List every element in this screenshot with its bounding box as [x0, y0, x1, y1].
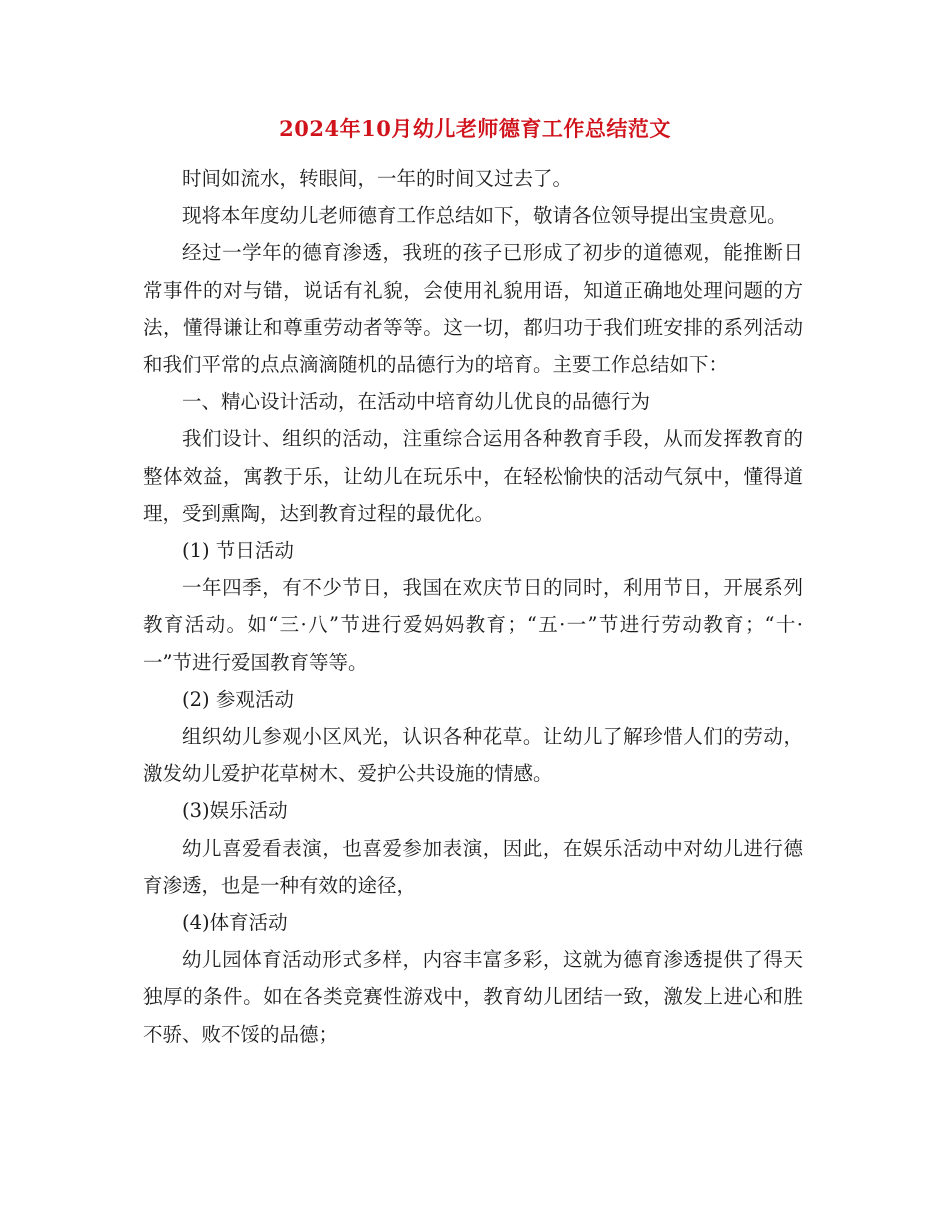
subheading-sports-activities: (4)体育活动 — [182, 911, 288, 935]
paragraph-activity-design: 我们设计、组织的活动，注重综合运用各种教育手段，从而发挥教育的整体效益，寓教于乐，让幼儿在玩乐中，在轻松愉快的活动气氛中，懂得道理，受到熏陶，达到教育过程的最优化。 — [143, 427, 803, 525]
paragraph-intro: 时间如流水，转眼间，一年的时间又过去了。 — [182, 167, 573, 190]
paragraph-overview: 经过一学年的德育渗透，我班的孩子已形成了初步的道德观，能推断日常事件的对与错，说话有礼貌，会使用礼貌用语，知道正确地处理问题的方法，懂得谦让和尊重劳动者等等。这一切，都归功于我们班安排的系列活动和我们平常的点点滴滴随机的品德行为的培育。主要工作总结如下： — [143, 241, 803, 377]
document-body — [143, 160, 803, 1053]
paragraph-sports-activities: 幼儿园体育活动形式多样，内容丰富多彩，这就为德育渗透提供了得天独厚的条件。如在各类竞赛性游戏中，教育幼儿团结一致，激发上进心和胜不骄、败不馁的品德； — [143, 948, 803, 1046]
section-heading-1: 一、精心设计活动，在活动中培育幼儿优良的品德行为 — [182, 390, 651, 414]
paragraph-visit-activities: 组织幼儿参观小区风光，认识各种花草。让幼儿了解珍惜人们的劳动，激发幼儿爱护花草树木、爱护公共设施的情感。 — [143, 725, 803, 786]
subheading-entertainment-activities: (3)娱乐活动 — [182, 799, 288, 823]
subheading-holiday-activities: (1) 节日活动 — [182, 539, 294, 563]
document-title: 2024年10月幼儿老师德育工作总结范文 — [279, 116, 671, 141]
paragraph-entertainment-activities: 幼儿喜爱看表演，也喜爱参加表演，因此，在娱乐活动中对幼儿进行德育渗透，也是一种有效的途径， — [143, 836, 803, 897]
paragraph-summary-request: 现将本年度幼儿老师德育工作总结如下，敬请各位领导提出宝贵意见。 — [182, 204, 787, 228]
paragraph-holiday-activities: 一年四季，有不少节日，我国在欢庆节日的同时，利用节日，开展系列教育活动。如“三·八”节进行爱妈妈教育；“五·一”节进行劳动教育；“十·一”节进行爱国教育等等。 — [143, 576, 803, 674]
subheading-visit-activities: (2) 参观活动 — [182, 687, 294, 711]
